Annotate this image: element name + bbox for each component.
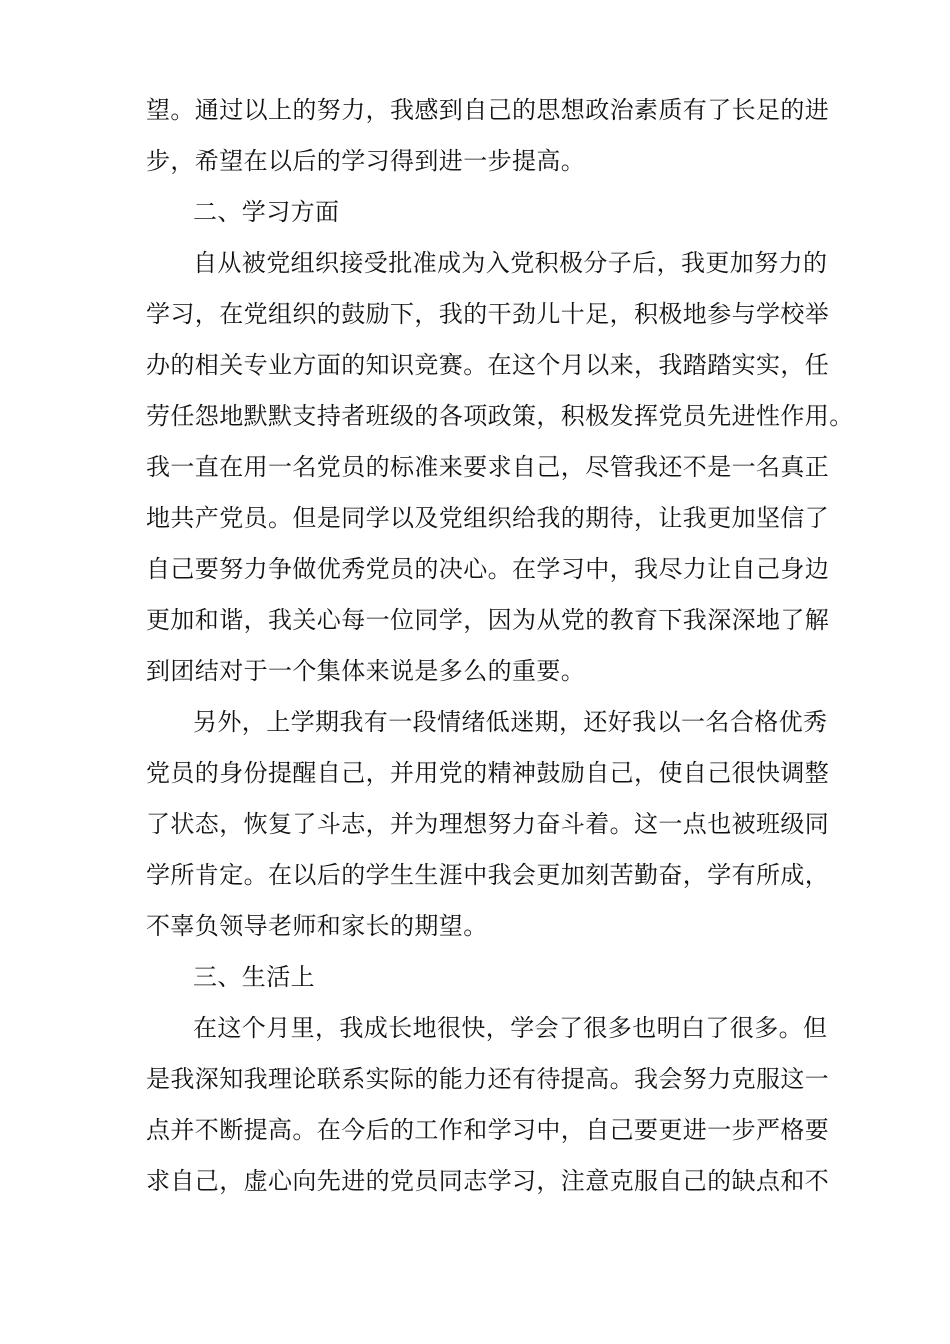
paragraph-line: 地共产党员。但是同学以及党组织给我的期待，让我更加坚信了: [146, 504, 830, 532]
paragraph-line: 了状态，恢复了斗志，并为理想努力奋斗着。这一点也被班级同: [146, 810, 830, 838]
paragraph-line: 更加和谐，我关心每一位同学，因为从党的教育下我深深地了解: [146, 606, 830, 634]
paragraph-line: 点并不断提高。在今后的工作和学习中，自己要更进一步严格要: [146, 1116, 830, 1144]
paragraph-line: 办的相关专业方面的知识竞赛。在这个月以来，我踏踏实实，任: [146, 351, 830, 379]
paragraph-line: 求自己，虚心向先进的党员同志学习，注意克服自己的缺点和不: [146, 1167, 830, 1195]
paragraph-line: 我一直在用一名党员的标准来要求自己，尽管我还不是一名真正: [146, 453, 830, 481]
paragraph-line: 自从被党组织接受批准成为入党积极分子后，我更加努力的: [193, 249, 828, 277]
paragraph-line: 步，希望在以后的学习得到进一步提高。: [146, 147, 586, 175]
paragraph-line: 党员的身份提醒自己，并用党的精神鼓励自己，使自己很快调整: [146, 759, 830, 787]
section-heading: 二、学习方面: [193, 198, 340, 226]
section-heading: 三、生活上: [193, 963, 315, 991]
paragraph-line: 学所肯定。在以后的学生生涯中我会更加刻苦勤奋，学有所成，: [146, 861, 830, 889]
paragraph-line: 是我深知我理论联系实际的能力还有待提高。我会努力克服这一: [146, 1065, 830, 1093]
paragraph-line: 自己要努力争做优秀党员的决心。在学习中，我尽力让自己身边: [146, 555, 830, 583]
paragraph-line: 在这个月里，我成长地很快，学会了很多也明白了很多。但: [193, 1014, 828, 1042]
paragraph-line: 不辜负领导老师和家长的期望。: [146, 912, 488, 940]
paragraph-line: 到团结对于一个集体来说是多么的重要。: [146, 657, 586, 685]
paragraph-line: 劳任怨地默默支持者班级的各项政策，积极发挥党员先进性作用。: [146, 402, 854, 430]
paragraph-line: 另外，上学期我有一段情绪低迷期，还好我以一名合格优秀: [193, 708, 828, 736]
paragraph-line: 望。通过以上的努力，我感到自己的思想政治素质有了长足的进: [146, 96, 830, 124]
paragraph-line: 学习，在党组织的鼓励下，我的干劲儿十足，积极地参与学校举: [146, 300, 830, 328]
